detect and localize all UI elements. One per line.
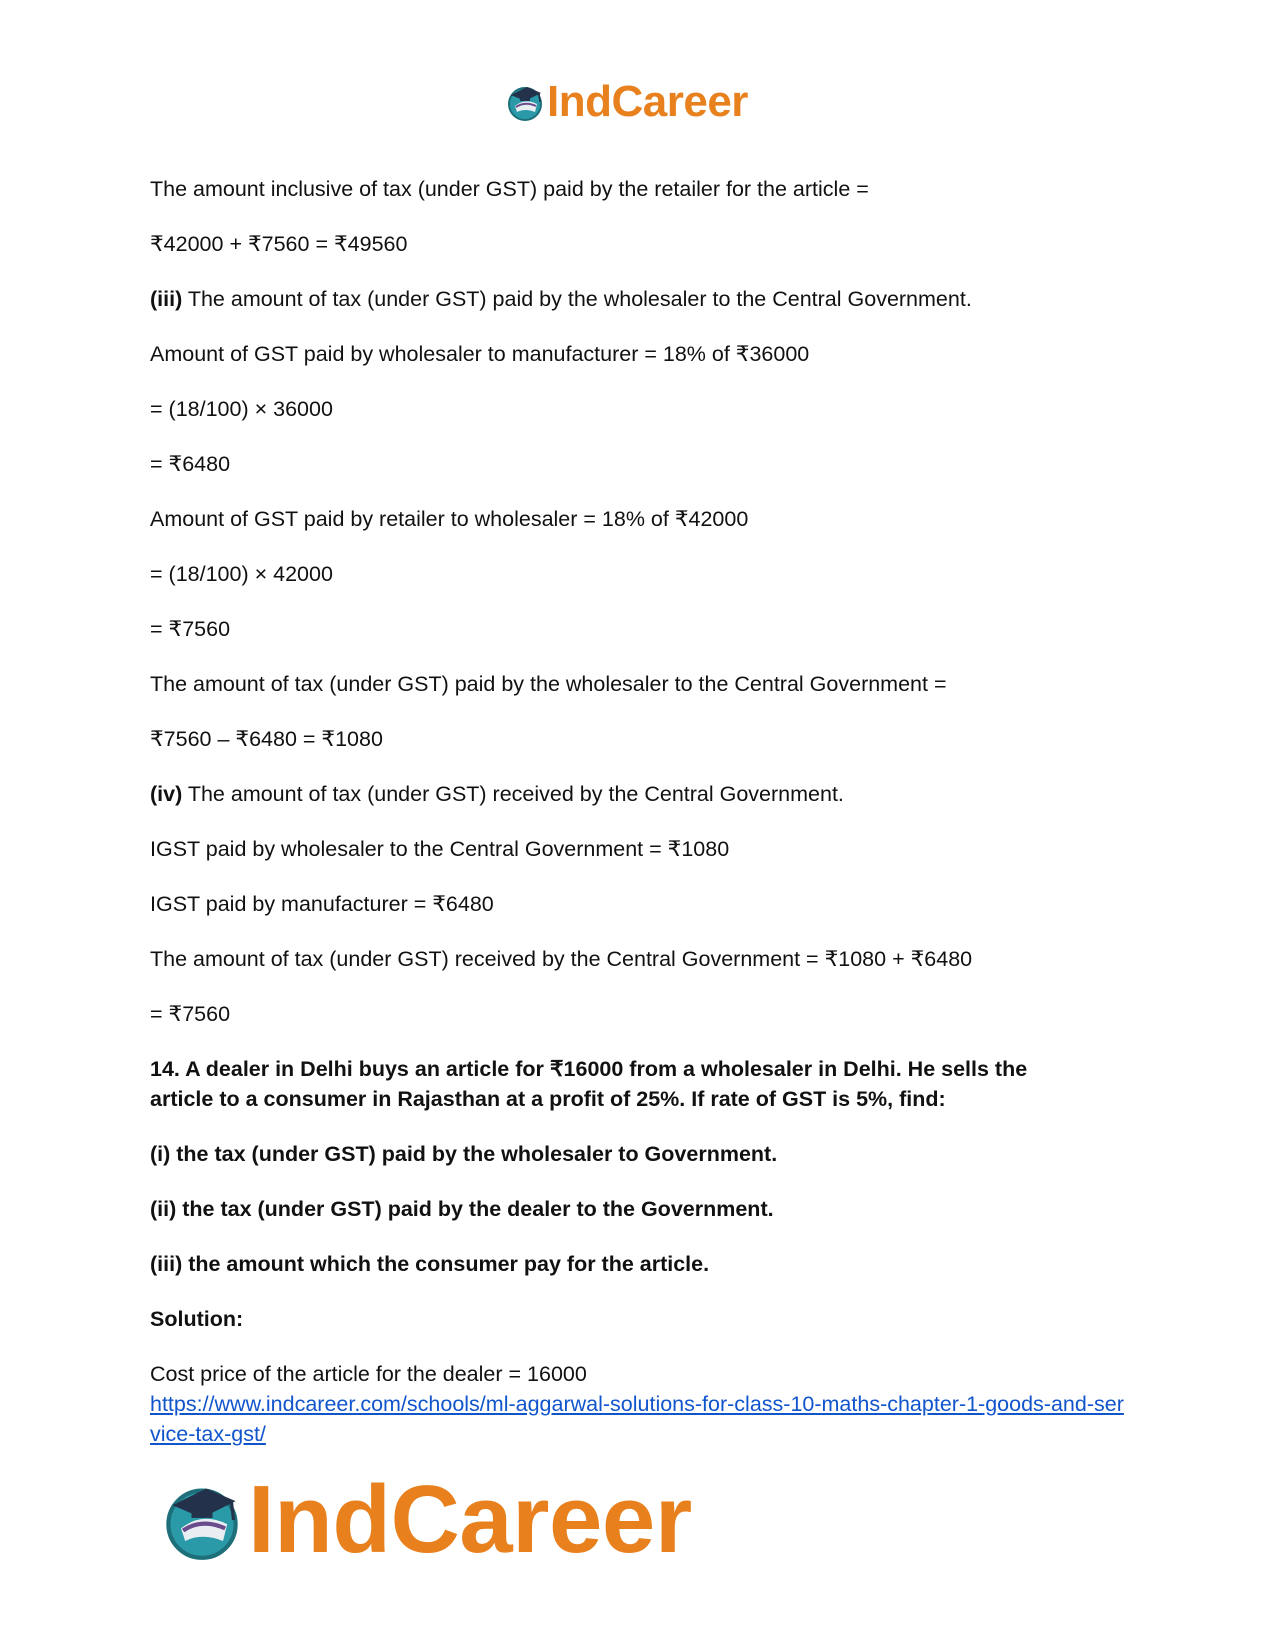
text-line: The amount of tax (under GST) received by the Central Government = ₹1080 + ₹6480	[150, 947, 973, 971]
part-iv-heading	[150, 779, 1130, 809]
part-text: The amount of tax (under GST) paid by the wholesaler to the Central Government.	[182, 287, 972, 311]
text-line: ₹7560 – ₹6480 = ₹1080	[150, 727, 383, 751]
text-line: = (18/100) × 36000	[150, 397, 333, 421]
part-label: (iv)	[150, 782, 183, 806]
part-label: (iii)	[150, 287, 183, 311]
header-logo-text: IndCareer	[547, 77, 748, 126]
document-body	[150, 174, 1130, 1449]
footer-logo	[160, 1466, 692, 1573]
part-text: The amount of tax (under GST) received by the Central Government.	[182, 782, 844, 806]
text-line: IGST paid by wholesaler to the Central Government = ₹1080	[150, 837, 730, 861]
footer-logo-text: IndCareer	[248, 1466, 692, 1573]
source-link[interactable]: https://www.indcareer.com/schools/ml-aggarwal-solutions-for-class-10-maths-chapter-1-goods-and-service-tax-gst/	[150, 1392, 1124, 1446]
question-part: (ii) the tax (under GST) paid by the dealer to the Government.	[150, 1197, 774, 1221]
text-line: = ₹7560	[150, 617, 231, 641]
header-logo	[505, 78, 748, 126]
text-line: Amount of GST paid by wholesaler to manufacturer = 18% of ₹36000	[150, 342, 810, 366]
text-line: IGST paid by manufacturer = ₹6480	[150, 892, 494, 916]
graduation-cap-icon	[160, 1478, 244, 1562]
text-line: = (18/100) × 42000	[150, 562, 333, 586]
question-14: 14. A dealer in Delhi buys an article for ₹16000 from a wholesaler in Delhi. He sells the article to a consumer in Rajasthan at a profit of 25%. If rate of GST is 5%, find:	[150, 1057, 1028, 1111]
solution-heading: Solution:	[150, 1307, 244, 1331]
graduation-cap-icon	[505, 82, 545, 122]
question-part: (iii) the amount which the consumer pay for the article.	[150, 1252, 710, 1276]
part-iii-heading	[150, 284, 1130, 314]
text-line: The amount of tax (under GST) paid by the wholesaler to the Central Government =	[150, 672, 947, 696]
text-line: Amount of GST paid by retailer to wholesaler = 18% of ₹42000	[150, 507, 749, 531]
text-line: Cost price of the article for the dealer = 16000	[150, 1362, 587, 1386]
text-line: ₹42000 + ₹7560 = ₹49560	[150, 232, 408, 256]
question-part: (i) the tax (under GST) paid by the wholesaler to Government.	[150, 1142, 778, 1166]
text-line: The amount inclusive of tax (under GST) paid by the retailer for the article =	[150, 177, 869, 201]
text-line: = ₹6480	[150, 452, 231, 476]
text-line: = ₹7560	[150, 1002, 231, 1026]
